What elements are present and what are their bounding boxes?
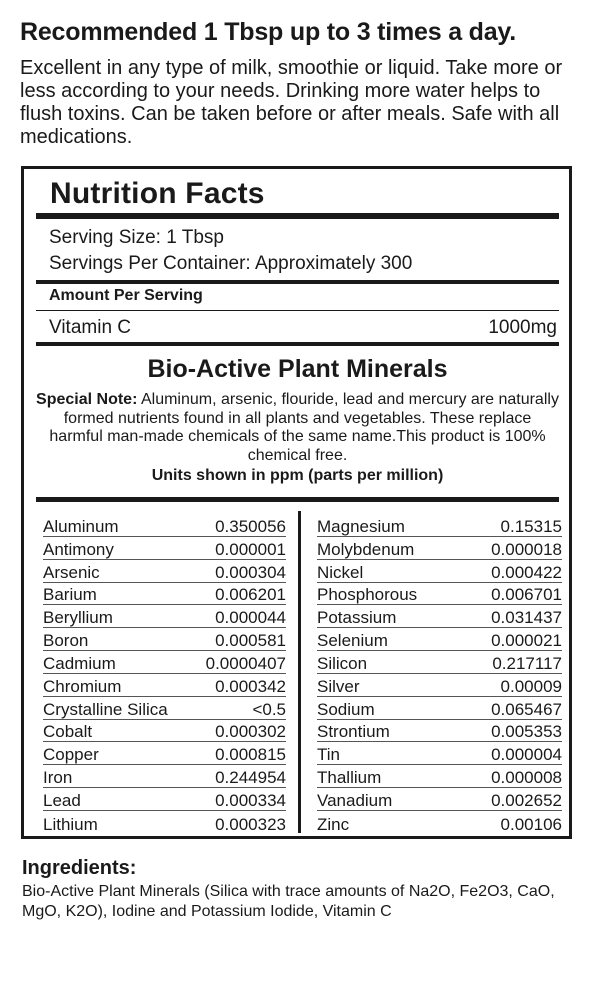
minerals-column-left: [43, 514, 286, 834]
usage-instructions: Excellent in any type of milk, smoothie or liquid. Take more or less according to your needs. Drinking more water helps to flush toxins. Can be taken before or after meals. Safe with all medications.: [20, 57, 563, 148]
mineral-name: Silicon: [317, 653, 368, 673]
mineral-name: Cobalt: [43, 722, 93, 742]
mineral-name: Antimony: [43, 539, 114, 559]
title-rule: [36, 213, 559, 219]
mineral-value: 0.031437: [491, 608, 562, 628]
mineral-value: 0.000018: [491, 539, 562, 559]
ingredients-title: Ingredients:: [22, 857, 137, 879]
mineral-row: [317, 788, 562, 811]
mineral-value: 0.000342: [215, 676, 286, 696]
mineral-name: Lead: [43, 790, 81, 810]
mineral-name: Magnesium: [317, 516, 405, 536]
mineral-row: [317, 605, 562, 628]
mineral-value: 0.005353: [491, 722, 562, 742]
mineral-value: 0.006701: [491, 585, 562, 605]
mineral-row: [43, 811, 286, 834]
special-note: [36, 391, 559, 465]
mineral-name: Selenium: [317, 631, 388, 651]
mineral-row: [43, 697, 286, 720]
mineral-row: [43, 742, 286, 765]
mineral-row: [317, 537, 562, 560]
mineral-name: Potassium: [317, 608, 397, 628]
mineral-row: [317, 651, 562, 674]
mineral-value: 0.002652: [491, 790, 562, 810]
mineral-name: Vanadium: [317, 790, 393, 810]
mineral-name: Sodium: [317, 699, 375, 719]
mineral-row: [43, 514, 286, 537]
mineral-value: 0.00106: [500, 814, 562, 834]
mineral-value: 0.0000407: [205, 653, 286, 673]
nutrition-facts-panel: [21, 166, 572, 839]
mineral-value: 0.000334: [215, 790, 286, 810]
mineral-row: [317, 583, 562, 606]
mineral-row: [317, 765, 562, 788]
mineral-name: Boron: [43, 631, 89, 651]
mineral-value: 0.15315: [500, 516, 562, 536]
minerals-column-right: [317, 514, 562, 834]
mineral-row: [43, 583, 286, 606]
serving-rule: [36, 280, 559, 284]
mineral-row: [43, 560, 286, 583]
mineral-name: Phosphorous: [317, 585, 418, 605]
mineral-row: [43, 720, 286, 743]
mineral-name: Chromium: [43, 676, 122, 696]
mineral-row: [43, 651, 286, 674]
vitamin-c-row: [49, 317, 557, 339]
mineral-row: [317, 514, 562, 537]
mineral-value: 0.000004: [491, 745, 562, 765]
mineral-name: Molybdenum: [317, 539, 415, 559]
mineral-value: 0.000008: [491, 768, 562, 788]
special-note-text: Aluminum, arsenic, flouride, lead and mercury are naturally formed nutrients found in all plants and vegetables. These replace harmful man-made chemicals of the same name.This product is 100% chemical free.: [49, 391, 559, 464]
mineral-row: [43, 537, 286, 560]
minerals-title: Bio-Active Plant Minerals: [147, 355, 448, 383]
nutrition-facts-title: Nutrition Facts: [50, 177, 265, 210]
mineral-name: Thallium: [317, 768, 382, 788]
mineral-name: Silver: [317, 676, 360, 696]
mineral-value: 0.000302: [215, 722, 286, 742]
usage-headline: Recommended 1 Tbsp up to 3 times a day.: [20, 18, 517, 46]
mineral-value: 0.000021: [491, 631, 562, 651]
serving-size: Serving Size: 1 Tbsp: [49, 227, 224, 248]
vitamin-c-name: Vitamin C: [49, 317, 132, 338]
servings-per-container: Servings Per Container: Approximately 300: [49, 253, 413, 274]
mineral-row: [317, 674, 562, 697]
mineral-name: Strontium: [317, 722, 390, 742]
mineral-name: Iron: [43, 768, 73, 788]
mineral-name: Barium: [43, 585, 97, 605]
mineral-value: <0.5: [252, 699, 286, 719]
mineral-row: [317, 742, 562, 765]
mineral-row: [43, 765, 286, 788]
mineral-value: 0.244954: [215, 768, 286, 788]
mineral-row: [317, 628, 562, 651]
mineral-name: Crystalline Silica: [43, 699, 168, 719]
mineral-name: Arsenic: [43, 562, 100, 582]
mineral-name: Lithium: [43, 814, 98, 834]
mineral-row: [317, 697, 562, 720]
mineral-name: Copper: [43, 745, 99, 765]
mineral-row: [317, 811, 562, 834]
mineral-value: 0.217117: [492, 653, 562, 673]
mineral-row: [43, 674, 286, 697]
mineral-name: Tin: [317, 745, 340, 765]
mineral-value: 0.000581: [215, 631, 286, 651]
mineral-row: [317, 720, 562, 743]
mineral-row: [43, 788, 286, 811]
column-divider: [298, 511, 301, 833]
mineral-value: 0.000044: [215, 608, 286, 628]
mineral-value: 0.000001: [215, 539, 286, 559]
mineral-value: 0.000422: [491, 562, 562, 582]
mineral-name: Nickel: [317, 562, 364, 582]
mineral-name: Zinc: [317, 814, 350, 834]
vitamin-c-amount: 1000mg: [488, 317, 557, 338]
mineral-value: 0.000323: [215, 814, 286, 834]
ingredients-text: Bio-Active Plant Minerals (Silica with trace amounts of Na2O, Fe2O3, CaO, MgO, K2O), Iodine and Potassium Iodide, Vitamin C: [22, 883, 555, 920]
units-note: Units shown in ppm (parts per million): [151, 467, 444, 484]
mineral-row: [317, 560, 562, 583]
mineral-row: [43, 628, 286, 651]
mineral-name: Aluminum: [43, 516, 119, 536]
mineral-row: [43, 605, 286, 628]
minerals-rule: [36, 497, 559, 502]
mineral-value: 0.006201: [215, 585, 286, 605]
mineral-name: Beryllium: [43, 608, 113, 628]
mineral-value: 0.065467: [491, 699, 562, 719]
special-note-label: Special Note:: [36, 391, 138, 408]
amount-rule: [36, 310, 559, 311]
mineral-value: 0.000304: [215, 562, 286, 582]
mineral-value: 0.00009: [500, 676, 562, 696]
amount-per-serving: Amount Per Serving: [49, 287, 203, 304]
mineral-value: 0.000815: [215, 745, 286, 765]
mineral-value: 0.350056: [215, 516, 286, 536]
vitamin-rule: [36, 342, 559, 346]
mineral-name: Cadmium: [43, 653, 116, 673]
